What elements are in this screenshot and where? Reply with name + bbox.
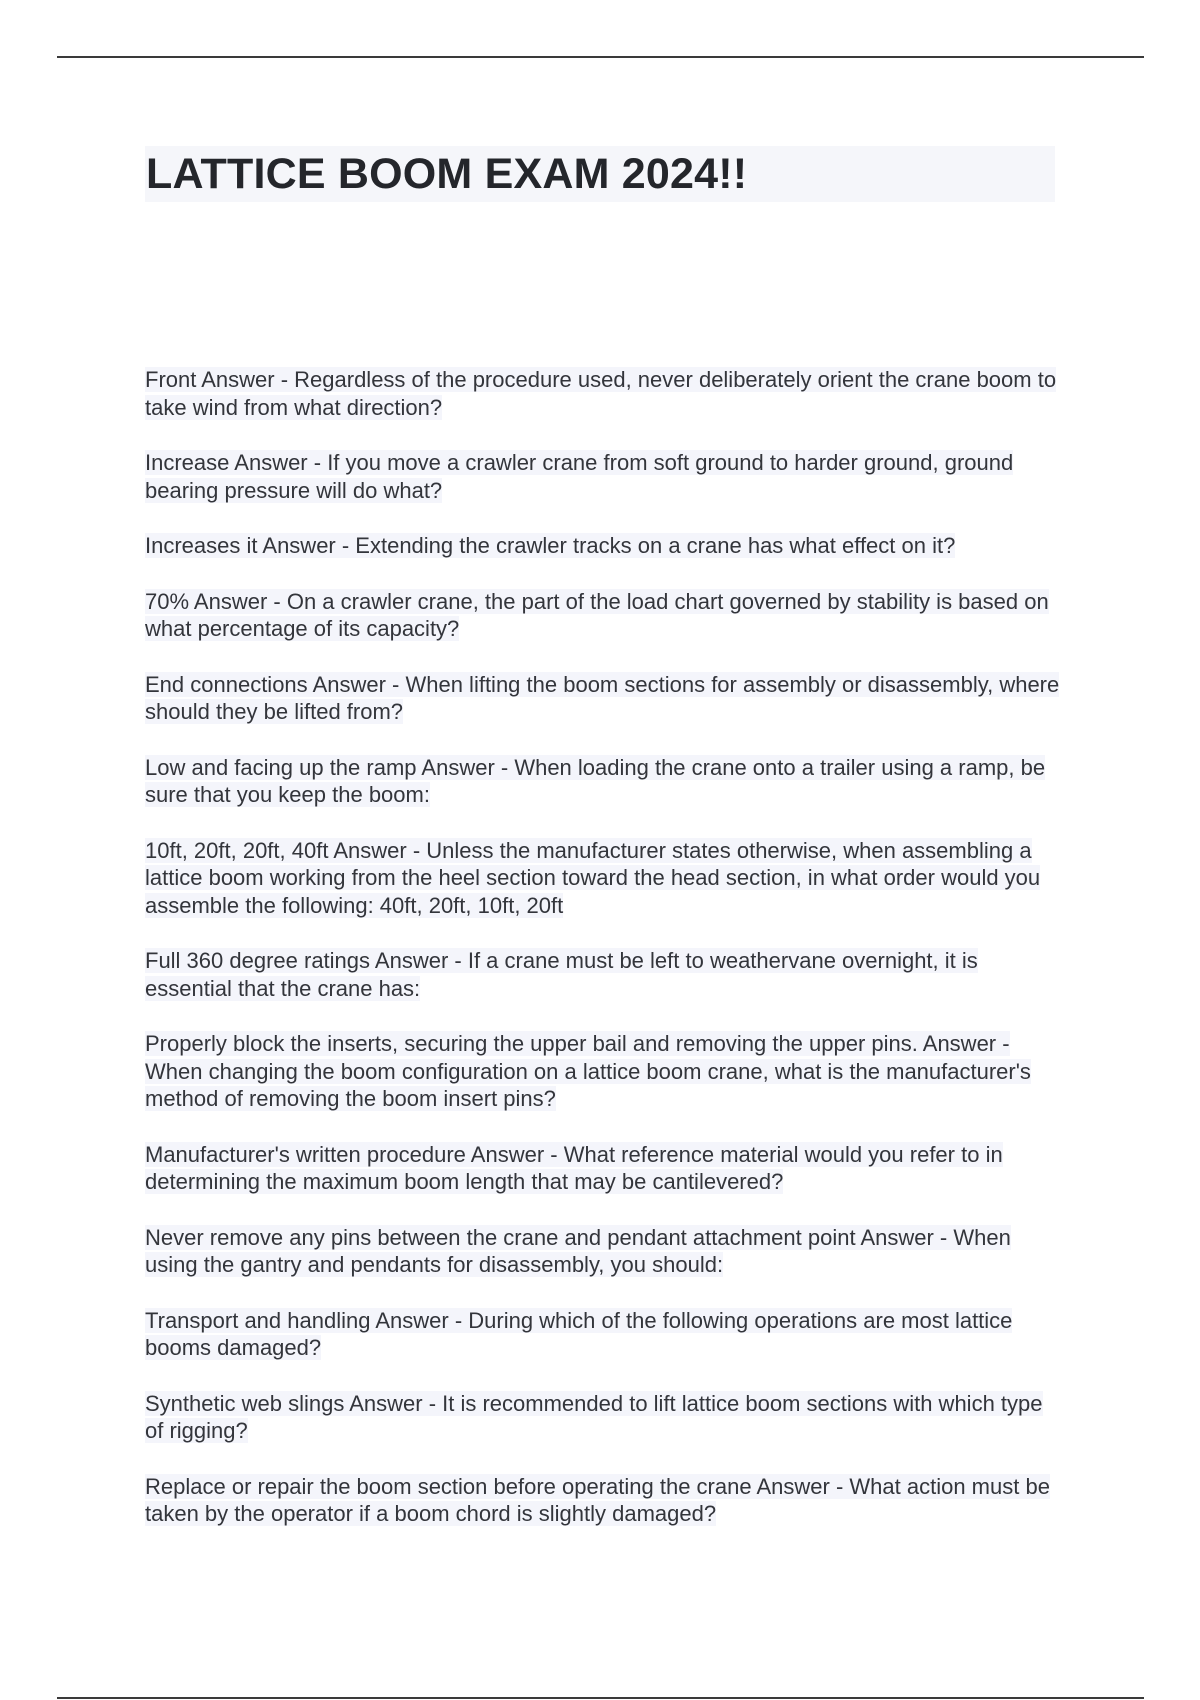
qa-item: Properly block the inserts, securing the upper bail and removing the upper pins. Answer - When changing the boom configuration on a lattice boom crane, what is the manufacturer's method of removing the boom insert pins? — [145, 1031, 1031, 1111]
document-title: LATTICE BOOM EXAM 2024!! — [146, 150, 748, 198]
qa-item: 10ft, 20ft, 20ft, 40ft Answer - Unless the manufacturer states otherwise, when assembling a lattice boom working from the heel section toward the head section, in what order would you assemble the following: 40ft, 20ft, 10ft, 20ft — [145, 837, 1041, 918]
qa-item: Low and facing up the ramp Answer - When loading the crane onto a trailer using a ramp, be sure that you keep the boom: — [145, 754, 1046, 807]
qa-item: Manufacturer's written procedure Answer - What reference material would you refer to in determining the maximum boom length that may be cantilevered? — [145, 1141, 1003, 1194]
qa-item: Synthetic web slings Answer - It is recommended to lift lattice boom sections with which type of rigging? — [145, 1390, 1043, 1443]
qa-item: Increase Answer - If you move a crawler crane from soft ground to harder ground, ground bearing pressure will do what? — [145, 450, 1014, 503]
qa-item: 70% Answer - On a crawler crane, the part of the load chart governed by stability is based on what percentage of its capacity? — [145, 588, 1049, 641]
qa-item: End connections Answer - When lifting the boom sections for assembly or disassembly, where should they be lifted from? — [145, 671, 1060, 724]
qa-item: Increases it Answer - Extending the crawler tracks on a crane has what effect on it? — [145, 533, 956, 558]
qa-item: Front Answer - Regardless of the procedure used, never deliberately orient the crane boom to take wind from what direction? — [145, 367, 1057, 420]
qa-item: Full 360 degree ratings Answer - If a crane must be left to weathervane overnight, it is essential that the crane has: — [145, 948, 978, 1001]
qa-item: Never remove any pins between the crane and pendant attachment point Answer - When using the gantry and pendants for disassembly, you should: — [145, 1224, 1011, 1277]
qa-item: Transport and handling Answer - During which of the following operations are most lattice booms damaged? — [145, 1307, 1013, 1360]
top-divider — [57, 56, 1144, 58]
qa-item: Replace or repair the boom section before operating the crane Answer - What action must be taken by the operator if a boom chord is slightly damaged? — [145, 1473, 1050, 1526]
qa-list — [145, 366, 1065, 1556]
bottom-divider — [57, 1697, 1144, 1699]
